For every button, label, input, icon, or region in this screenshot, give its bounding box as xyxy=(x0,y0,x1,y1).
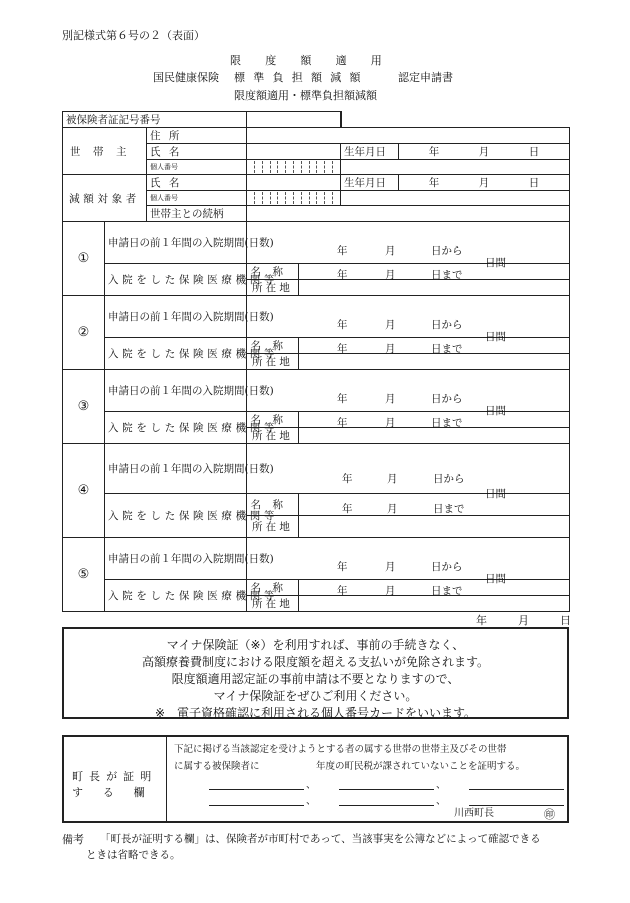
certification-text-line2a: に属する被保険者に xyxy=(174,761,260,772)
hospital-period-field[interactable]: 年 月 日から 日間 年 月 日まで xyxy=(247,444,570,494)
hospital-period-label: 申請日の前１年間の入院期間(日数) xyxy=(105,444,247,494)
insured-number-label: 被保険者証記号番号 xyxy=(63,112,247,128)
insured-name-field[interactable] xyxy=(209,805,304,806)
relation-label: 世帯主との続柄 xyxy=(147,206,247,222)
reduction-target-label: 減額対象者 xyxy=(63,175,147,222)
insured-name-field[interactable] xyxy=(469,805,564,806)
org-location-label: 所在地 xyxy=(247,596,299,612)
household-head-birth-date-field[interactable]: 年 月 日 xyxy=(399,144,570,160)
hospital-org-label: 入院をした保険医療機関等 xyxy=(105,580,247,612)
household-head-address-field[interactable] xyxy=(247,128,570,144)
notice-line: マイナ保険証（※）を利用すれば、事前の手続きなく、 xyxy=(166,638,465,652)
org-name-label: 名称 xyxy=(247,412,299,428)
personal-number-label: 個人番号 xyxy=(147,160,247,175)
my-number-insurance-notice xyxy=(62,627,569,719)
relation-field[interactable] xyxy=(247,206,570,222)
org-location-field[interactable] xyxy=(299,428,570,444)
org-location-field[interactable] xyxy=(299,596,570,612)
hospital-period-label: 申請日の前１年間の入院期間(日数) xyxy=(105,370,247,412)
reduction-target-birth-date-field[interactable]: 年 月 日 xyxy=(399,175,570,191)
insured-number-field[interactable] xyxy=(247,112,341,128)
form-title-line1: 限度額適用 xyxy=(230,54,406,67)
org-name-label: 名称 xyxy=(247,264,299,280)
blank-top-right xyxy=(341,112,570,128)
org-name-label: 名称 xyxy=(247,338,299,354)
hospital-org-label: 入院をした保険医療機関等 xyxy=(105,412,247,444)
hospital-period-field[interactable]: 年 月 日から 日間 年 月 日まで xyxy=(247,296,570,338)
org-location-label: 所在地 xyxy=(247,428,299,444)
insured-name-field[interactable] xyxy=(339,789,434,790)
hospital-org-label: 入院をした保険医療機関等 xyxy=(105,494,247,538)
remarks-label: 備考 xyxy=(62,833,84,846)
name-label: 氏名 xyxy=(147,175,247,191)
mayor-certification-box: 町長が証明 する欄 下記に掲げる当該認定を受けようとする者の属する世帯の世帯主及びその世帯 に属する被保険者に 年度の町民税が課されていないことを証明する。 、 、 、 、 川西町長 ㊞ xyxy=(62,735,569,823)
form-title-line2-mid: 標準負担額減額 xyxy=(234,71,369,84)
hospital-period-field[interactable]: 年 月 日から 日間 年 月 日まで xyxy=(247,370,570,412)
signer-name: 川西町長 xyxy=(454,808,494,819)
hospital-period-label: 申請日の前１年間の入院期間(日数) xyxy=(105,296,247,338)
birth-date-label: 生年月日 xyxy=(341,175,399,191)
notice-line: 高額療養費制度における限度額を超える支払いが免除されます。 xyxy=(141,655,490,669)
entry-mark: ③ xyxy=(63,370,105,444)
insured-name-field[interactable] xyxy=(209,789,304,790)
form-title-line2-left: 国民健康保険 xyxy=(153,71,219,84)
insured-name-field[interactable] xyxy=(469,789,564,790)
birth-date-label: 生年月日 xyxy=(341,144,399,160)
certification-label-line2: する欄 xyxy=(72,786,165,799)
hospital-period-field[interactable]: 年 月 日から 日間 年 月 日まで xyxy=(247,538,570,580)
entry-mark: ① xyxy=(63,222,105,296)
notice-line: ※ 電子資格確認に利用される個人番号カードをいいます。 xyxy=(154,706,477,720)
personal-number-label: 個人番号 xyxy=(147,191,247,206)
org-name-label: 名称 xyxy=(247,580,299,596)
form-number: 別記様式第６号の２（表面） xyxy=(62,29,205,42)
hospital-org-label: 入院をした保険医療機関等 xyxy=(105,264,247,296)
hospital-period-label: 申請日の前１年間の入院期間(日数) xyxy=(105,222,247,264)
household-head-label: 世帯主 xyxy=(63,128,147,175)
org-location-label: 所在地 xyxy=(247,516,299,538)
org-location-label: 所在地 xyxy=(247,354,299,370)
org-location-label: 所在地 xyxy=(247,280,299,296)
form-title-line2-right: 認定申請書 xyxy=(398,71,453,84)
hospital-period-label: 申請日の前１年間の入院期間(日数) xyxy=(105,538,247,580)
hospital-period-field[interactable]: 年 月 日から 日間 年 月 日まで xyxy=(247,222,570,264)
org-location-field[interactable] xyxy=(299,354,570,370)
entry-mark: ② xyxy=(63,296,105,370)
seal-mark: ㊞ xyxy=(544,808,555,821)
application-form-table xyxy=(62,111,570,612)
household-head-personal-number-field[interactable] xyxy=(247,160,341,175)
notice-line: 限度額適用認定証の事前申請は不要となりますので、 xyxy=(171,672,460,686)
household-head-name-field[interactable] xyxy=(247,144,341,160)
blank-cell xyxy=(341,191,570,206)
entry-mark: ⑤ xyxy=(63,538,105,612)
name-label: 氏名 xyxy=(147,144,247,160)
form-title-line3: 限度額適用・標準負担額減額 xyxy=(234,89,377,102)
hospital-org-label: 入院をした保険医療機関等 xyxy=(105,338,247,370)
address-label: 住所 xyxy=(147,128,247,144)
application-date[interactable]: 年 月 日 xyxy=(476,614,571,627)
certification-text-line2b: 年度の町民税が課されていないことを証明する。 xyxy=(316,761,526,772)
certification-label-line1: 町長が証明 xyxy=(72,770,158,783)
entry-mark: ④ xyxy=(63,444,105,538)
org-location-field[interactable] xyxy=(299,516,570,538)
blank-cell xyxy=(341,160,570,175)
org-name-label: 名称 xyxy=(247,494,299,516)
certification-text-line1: 下記に掲げる当該認定を受けようとする者の属する世帯の世帯主及びその世帯 xyxy=(174,744,507,755)
notice-line: マイナ保険証をぜひご利用ください。 xyxy=(213,689,418,703)
reduction-target-name-field[interactable] xyxy=(247,175,341,191)
remarks-line1: 「町長が証明する欄」は、保険者が市町村であって、当該事実を公簿などによって確認できる xyxy=(100,833,541,845)
reduction-target-personal-number-field[interactable] xyxy=(247,191,341,206)
org-location-field[interactable] xyxy=(299,280,570,296)
insured-name-field[interactable] xyxy=(339,805,434,806)
remarks-line2: ときは省略できる。 xyxy=(86,849,181,861)
